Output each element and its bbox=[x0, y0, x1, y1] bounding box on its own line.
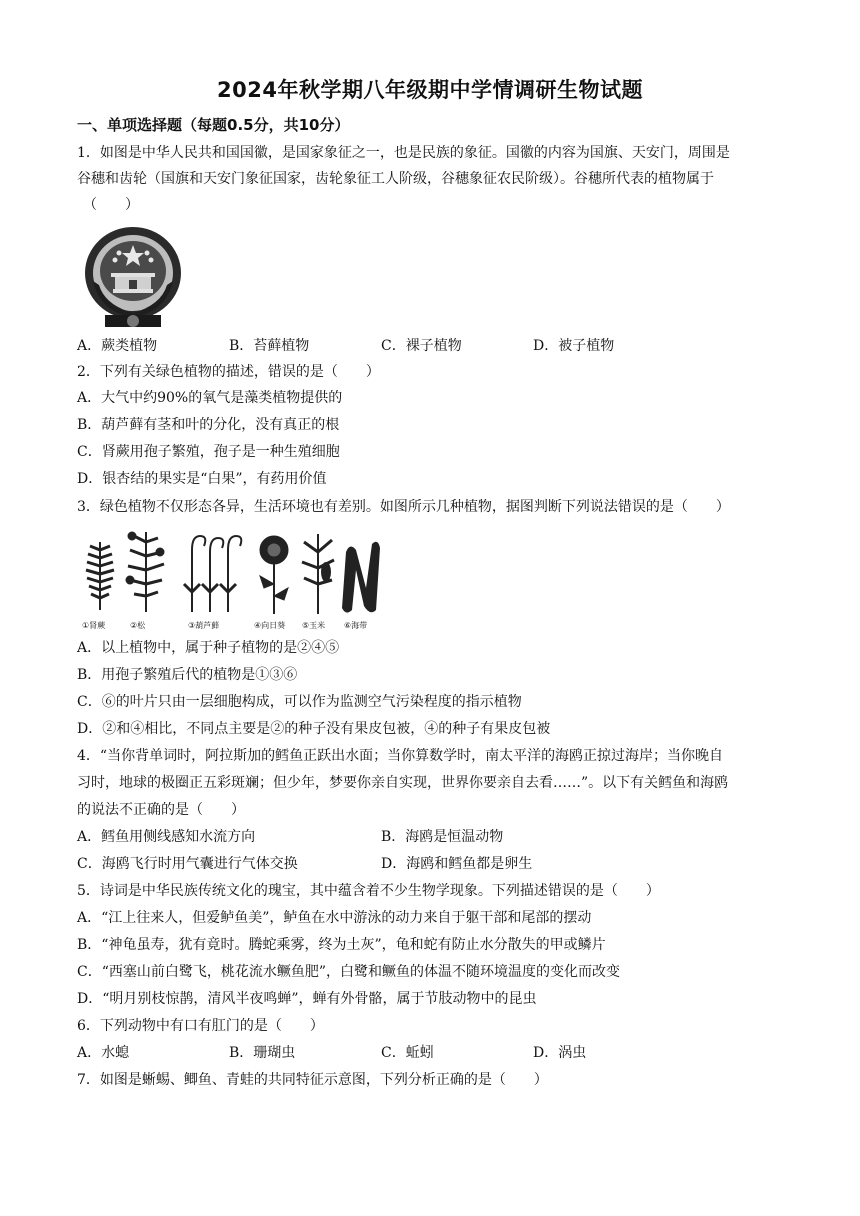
q4-option-b[interactable]: B．海鸥是恒温动物 bbox=[381, 829, 504, 845]
fig-label-2: ②松 bbox=[130, 621, 146, 630]
national-emblem-image bbox=[79, 221, 187, 331]
fig-label-4: ④向日葵 bbox=[254, 621, 286, 630]
question-1-line-3: （ ） bbox=[83, 197, 139, 213]
fig-label-3: ③葫芦藓 bbox=[188, 621, 220, 630]
q3-option-c[interactable]: C．⑥的叶片只由一层细胞构成，可以作为监测空气污染程度的指示植物 bbox=[77, 694, 522, 710]
q5-option-c[interactable]: C．“西塞山前白鹭飞，桃花流水鳜鱼肥”，白鹭和鳜鱼的体温不随环境温度的变化而改变 bbox=[77, 964, 621, 980]
question-4-line-1: 4．“当你背单词时，阿拉斯加的鳕鱼正跃出水面；当你算数学时，南太平洋的海鸥正掠过海岸；当你晚自 bbox=[77, 748, 724, 764]
q2-option-d[interactable]: D．银杏结的果实是“白果”，有药用价值 bbox=[77, 471, 327, 487]
q4-option-c[interactable]: C．海鸥飞行时用气囊进行气体交换 bbox=[77, 856, 298, 872]
q5-option-a[interactable]: A．“江上往来人，但爱鲈鱼美”，鲈鱼在水中游泳的动力来自于躯干部和尾部的摆动 bbox=[77, 910, 592, 926]
q3-option-b[interactable]: B．用孢子繁殖后代的植物是①③⑥ bbox=[77, 667, 298, 683]
question-1-options bbox=[77, 336, 777, 356]
question-4-options-row-2 bbox=[77, 854, 777, 874]
question-3-stem: 3．绿色植物不仅形态各异，生活环境也有差别。如图所示几种植物，据图判断下列说法错误的是（ ） bbox=[77, 499, 730, 515]
q2-option-b[interactable]: B．葫芦藓有茎和叶的分化，没有真正的根 bbox=[77, 417, 340, 433]
q4-option-a[interactable]: A．鳕鱼用侧线感知水流方向 bbox=[77, 829, 256, 845]
q3-option-d[interactable]: D．②和④相比，不同点主要是②的种子没有果皮包被，④的种子有果皮包被 bbox=[77, 721, 551, 737]
question-6-options bbox=[77, 1043, 777, 1063]
question-7-stem: 7．如图是蜥蜴、鲫鱼、青蛙的共同特征示意图，下列分析正确的是（ ） bbox=[77, 1072, 548, 1088]
q6-option-a[interactable]: A．水螅 bbox=[77, 1045, 130, 1061]
q2-option-a[interactable]: A．大气中约90%的氧气是藻类植物提供的 bbox=[77, 390, 343, 406]
question-2-stem: 2．下列有关绿色植物的描述，错误的是（ ） bbox=[77, 364, 380, 380]
q1-option-a[interactable]: A．蕨类植物 bbox=[77, 338, 158, 354]
question-1-line-1: 1．如图是中华人民共和国国徽，是国家象征之一，也是民族的象征。国徽的内容为国旗、天安门，周围是 bbox=[77, 145, 730, 161]
fern-drawing bbox=[86, 542, 114, 610]
question-4-line-2: 习时，地球的极圈正五彩斑斓；但少年，梦要你亲自实现，世界你要亲自去看……”。以下有关鳕鱼和海鸥 bbox=[77, 775, 729, 791]
q6-option-d[interactable]: D．涡虫 bbox=[533, 1045, 587, 1061]
question-6-stem: 6．下列动物中有口有肛门的是（ ） bbox=[77, 1018, 324, 1034]
q1-option-b[interactable]: B．苔藓植物 bbox=[229, 338, 310, 354]
q5-option-d[interactable]: D．“明月别枝惊鹊，清风半夜鸣蝉”，蝉有外骨骼，属于节肢动物中的昆虫 bbox=[77, 991, 537, 1007]
question-5-stem: 5．诗词是中华民族传统文化的瑰宝，其中蕴含着不少生物学现象。下列描述错误的是（ ） bbox=[77, 883, 660, 899]
corn-drawing bbox=[302, 534, 334, 614]
fig-label-1: ①肾蕨 bbox=[82, 621, 106, 630]
q3-option-a[interactable]: A．以上植物中，属于种子植物的是②④⑤ bbox=[77, 640, 340, 656]
six-plants-figure bbox=[80, 522, 390, 632]
sunflower-drawing bbox=[260, 536, 288, 614]
page-title: 2024年秋学期八年级期中学情调研生物试题 bbox=[217, 78, 643, 102]
pine-drawing bbox=[126, 532, 164, 612]
section-heading: 一、单项选择题（每题0.5分，共10分） bbox=[77, 116, 350, 134]
q2-option-c[interactable]: C．肾蕨用孢子繁殖，孢子是一种生殖细胞 bbox=[77, 444, 340, 460]
question-4-options-row-1 bbox=[77, 827, 777, 847]
fig-label-5: ⑤玉米 bbox=[302, 621, 326, 630]
q6-option-b[interactable]: B．珊瑚虫 bbox=[229, 1045, 296, 1061]
fig-label-6: ⑥海带 bbox=[344, 621, 368, 630]
q5-option-b[interactable]: B．“神龟虽寿，犹有竟时。腾蛇乘雾，终为土灰”，龟和蛇有防止水分散失的甲或鳞片 bbox=[77, 937, 606, 953]
q4-option-d[interactable]: D．海鸥和鳕鱼都是卵生 bbox=[381, 856, 533, 872]
question-1-line-2: 谷穗和齿轮（国旗和天安门象征国家，齿轮象征工人阶级，谷穗象征农民阶级）。谷穗所代表的植物属于 bbox=[77, 171, 714, 187]
q6-option-c[interactable]: C．蚯蚓 bbox=[381, 1045, 434, 1061]
q1-option-d[interactable]: D．被子植物 bbox=[533, 338, 615, 354]
question-4-line-3: 的说法不正确的是（ ） bbox=[77, 802, 245, 818]
moss-drawing bbox=[184, 536, 241, 612]
kelp-drawing bbox=[342, 542, 380, 613]
q1-option-c[interactable]: C．裸子植物 bbox=[381, 338, 462, 354]
